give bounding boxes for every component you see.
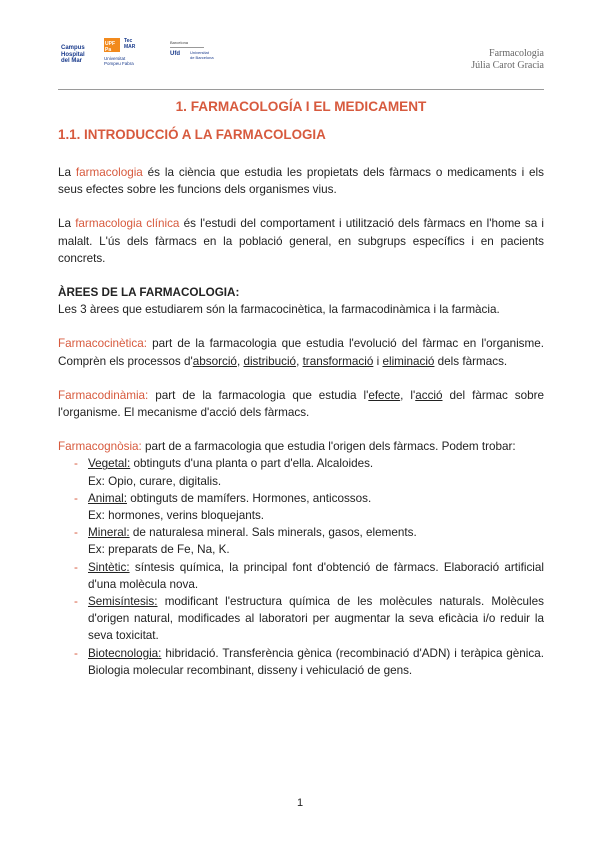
term-farmacocinetica: Farmacocinètica:: [58, 337, 147, 351]
paragraph-farmacodinamia: Farmacodinàmia: part de la farmacologia que estudia l'efecte, l'acció del fàrmac sobre l'organisme. El mecanisme d'acció dels fàrmacs.: [58, 388, 544, 420]
paragraph-farmacognosia: Farmacognòsia: part de a farmacologia que estudia l'origen dels fàrmacs. Podem trobar:: [58, 440, 516, 454]
page-header: Campus Hospital del Mar UPF Pa Tec MAR Universitat Pompeu Fabra Barcelona Ufd Universitat de Barcelona Farmacologia Júlia Carot Gracia: [58, 36, 544, 86]
list-item: - Vegetal: obtinguts d'una planta o part d'ella. Alcaloides. Ex: Opio, curare, digitalis.: [58, 455, 544, 489]
term-farmacognosia: Farmacognòsia:: [58, 440, 142, 454]
list-item: - Sintètic: síntesis química, la principal font d'obtenció de fàrmacs. Elaboració artificial d'una molècula nova.: [58, 559, 544, 593]
section-heading: 1.1. INTRODUCCIÓ A LA FARMACOLOGIA: [58, 127, 326, 142]
header-author: Júlia Carot Gracia: [471, 60, 544, 71]
sources-list: [58, 455, 544, 679]
term-farmacologia: farmacologia: [75, 166, 143, 179]
areas-text: Les 3 àrees que estudiarem són la farmacocinètica, la farmacodinàmica i la farmàcia.: [58, 303, 500, 317]
list-item: - Animal: obtinguts de mamífers. Hormones, anticossos. Ex: hormones, verins bloquejants.: [58, 490, 544, 524]
header-meta: [471, 48, 544, 72]
list-item: - Mineral: de naturalesa mineral. Sals minerals, gasos, elements. Ex: preparats de Fe, Na, K.: [58, 524, 544, 558]
list-item: - Biotecnologia: hibridació. Transferència gènica (recombinació d'ADN) i teràpica gènica. Biologia molecular recombinant, disseny i vehiculació de gens.: [58, 645, 544, 679]
upf-logo: UPF Pa Tec MAR Universitat Pompeu Fabra: [104, 38, 136, 66]
header-subject: Farmacologia: [489, 48, 544, 59]
paragraph-farmacocinetica: Farmacocinètica: part de la farmacologia que estudia l'evolució del fàrmac en l'organisme. Comprèn els processos d'absorció, distribució, transformació i eliminació dels fàrmacs.: [58, 337, 544, 368]
term-farmacologia-clinica: farmacologia clínica: [75, 217, 180, 231]
ub-logo: Barcelona Ufd Universitat de Barcelona: [170, 40, 214, 60]
paragraph-farmacologia-clinica: La farmacologia clínica és l'estudi del comportament i utilització dels fàrmacs en l'home sa i malalt. L'ús dels fàrmacs en la població general, en subgrups específics i en pacients concrets.: [58, 217, 544, 265]
document-title: 1. FARMACOLOGÍA I EL MEDICAMENT: [175, 99, 427, 114]
areas-heading: ÀREES DE LA FARMACOLOGIA:: [58, 286, 240, 300]
term-farmacodinamia: Farmacodinàmia:: [58, 388, 149, 402]
page-number: 1: [296, 797, 304, 809]
paragraph-farmacologia: La farmacologia és la ciència que estudia les propietats dels fàrmacs o medicaments i els seus efectes sobre les funcions dels organismes vius.: [58, 166, 544, 197]
header-divider: [58, 89, 544, 90]
document-body: [58, 98, 544, 679]
list-item: - Semisíntesis: modificant l'estructura química de les molècules naturals. Molècules d'origen natural, modificades al laboratori per augmentar la seva eficàcia i/o reduir la seva toxicitat.: [58, 593, 544, 645]
